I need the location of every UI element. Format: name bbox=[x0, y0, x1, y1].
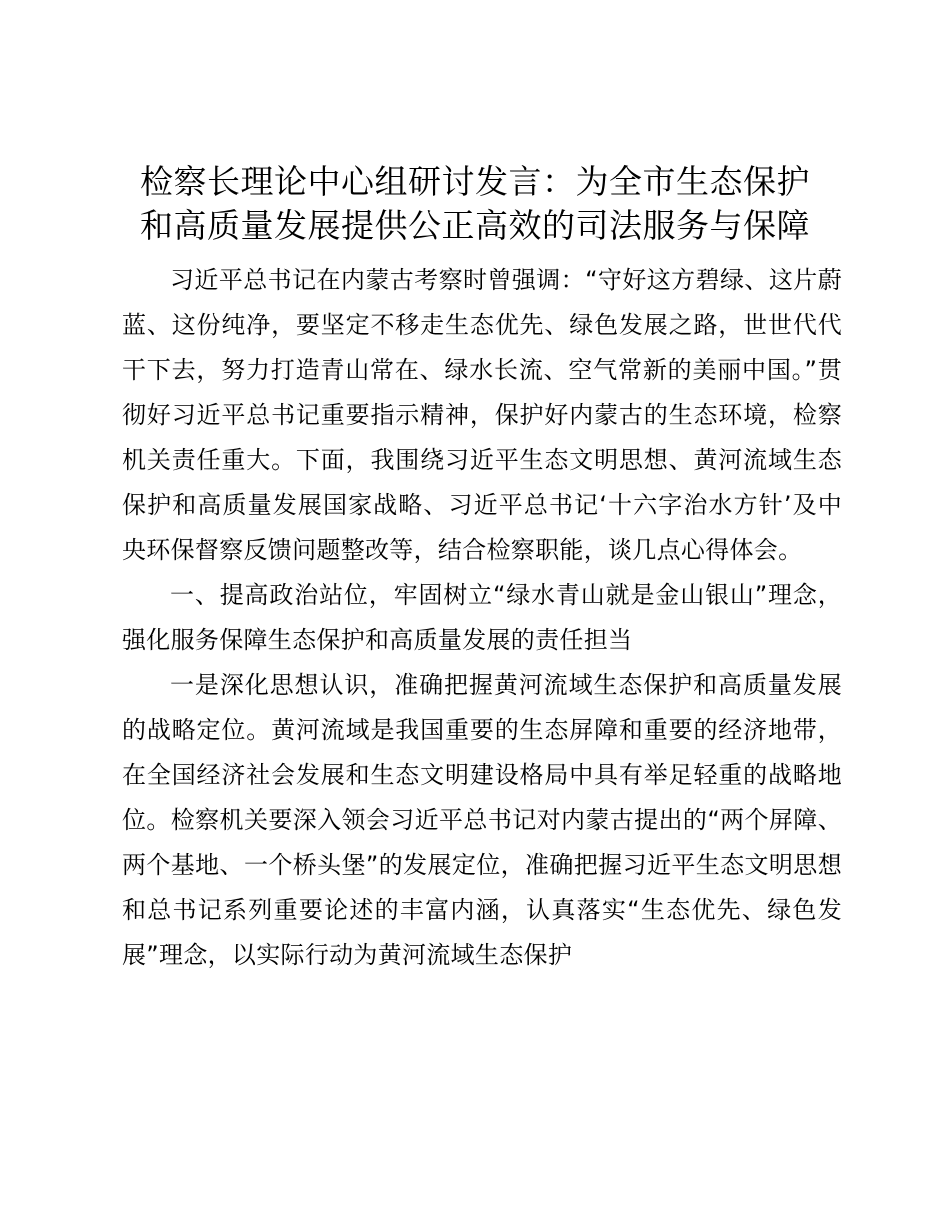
title-line-1: 检察长理论中心组研讨发言：为全市生态保护 bbox=[140, 162, 810, 201]
paragraph-heading-one: 一、提高政治站位，牢固树立“绿水青山就是金山银山”理念，强化服务保障生态保护和高质量发展的责任担当 bbox=[122, 581, 842, 654]
document-body bbox=[122, 258, 842, 978]
document-title bbox=[100, 160, 850, 248]
paragraph-intro: 习近平总书记在内蒙古考察时曾强调：“守好这方碧绿、这片蔚蓝、这份纯净，要坚定不移走生态优先、绿色发展之路，世世代代干下去，努力打造青山常在、绿水长流、空气常新的美丽中国。”贯彻好习近平总书记重要指示精神，保护好内蒙古的生态环境，检察机关责任重大。下面，我围绕习近平生态文明思想、黄河流域生态保护和高质量发展国家战略、习近平总书记‘十六字治水方针’及中央环保督察反馈问题整改等，结合检察职能，谈几点心得体会。 bbox=[122, 266, 842, 564]
paragraph-point-one: 一是深化思想认识，准确把握黄河流域生态保护和高质量发展的战略定位。黄河流域是我国重要的生态屏障和重要的经济地带，在全国经济社会发展和生态文明建设格局中具有举足轻重的战略地位。检察机关要深入领会习近平总书记对内蒙古提出的“两个屏障、两个基地、一个桥头堡”的发展定位，准确把握习近平生态文明思想和总书记系列重要论述的丰富内涵，认真落实“生态优先、绿色发展”理念，以实际行动为黄河流域生态保护 bbox=[122, 671, 842, 969]
title-line-2: 和高质量发展提供公正高效的司法服务与保障 bbox=[140, 206, 810, 245]
